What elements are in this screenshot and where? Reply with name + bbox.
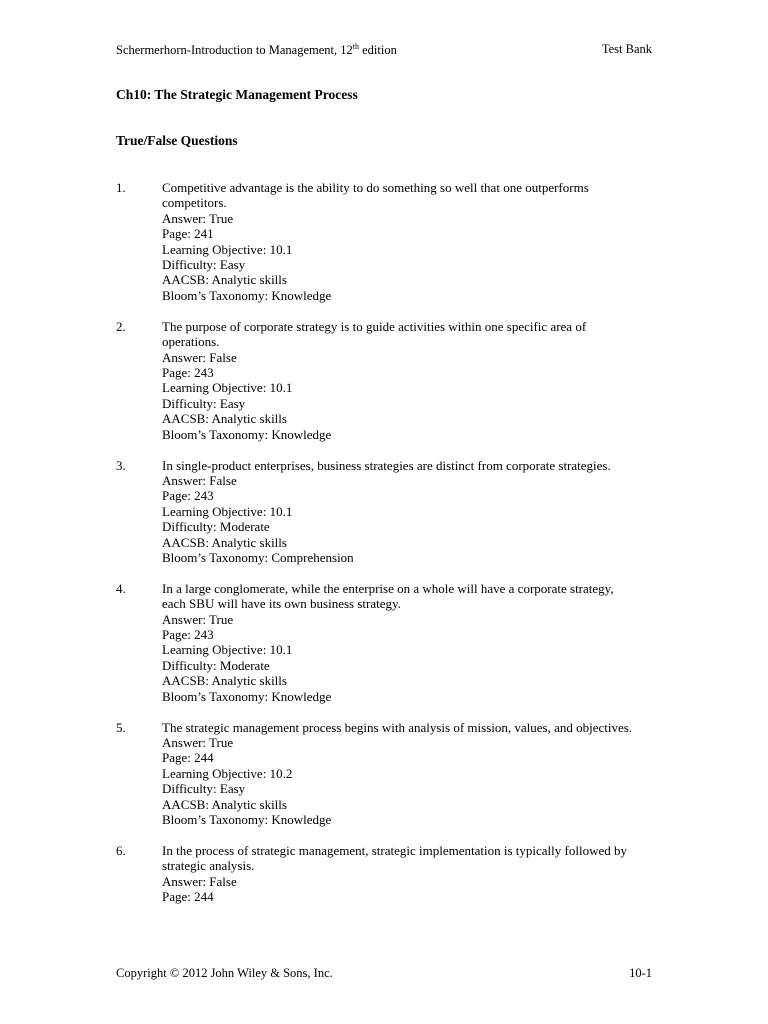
question-text: Competitive advantage is the ability to do something so well that one outperforms competitors. xyxy=(162,180,589,211)
question-text: In single-product enterprises, business strategies are distinct from corporate strategies. xyxy=(162,457,611,473)
footer-page-number: 10-1 xyxy=(629,966,652,980)
header-title-text: Schermerhorn-Introduction to Management, 12 xyxy=(116,43,353,58)
blooms-taxonomy-line: Bloom’s Taxonomy: Knowledge xyxy=(162,812,332,828)
question-text: The purpose of corporate strategy is to guide activities within one specific area of operations. xyxy=(162,318,587,350)
chapter-title: Ch10: The Strategic Management Process xyxy=(116,87,358,102)
question-text: In the process of strategic management, strategic implementation is typically followed by strategic analysis. xyxy=(162,842,627,874)
footer-copyright: Copyright © 2012 John Wiley & Sons, Inc. xyxy=(116,966,333,980)
page-line: Page: 244 xyxy=(162,750,214,766)
question-list xyxy=(116,180,656,920)
question-item xyxy=(116,458,656,566)
answer-line: Answer: True xyxy=(162,210,234,226)
aacsb-line: AACSB: Analytic skills xyxy=(162,272,287,288)
learning-objective-line: Learning Objective: 10.1 xyxy=(162,642,293,658)
answer-line: Answer: False xyxy=(162,873,237,889)
question-body xyxy=(162,843,656,905)
blooms-taxonomy-line: Bloom’s Taxonomy: Knowledge xyxy=(162,688,332,704)
question-body xyxy=(162,180,656,303)
header-book-title xyxy=(116,42,397,58)
question-item xyxy=(116,843,656,905)
aacsb-line: AACSB: Analytic skills xyxy=(162,796,287,812)
difficulty-line: Difficulty: Easy xyxy=(162,395,246,411)
aacsb-line: AACSB: Analytic skills xyxy=(162,673,287,689)
question-item xyxy=(116,180,656,303)
question-body xyxy=(162,458,656,566)
question-body xyxy=(162,319,656,442)
aacsb-line: AACSB: Analytic skills xyxy=(162,534,287,550)
question-item xyxy=(116,581,656,704)
header-title-edition: edition xyxy=(358,43,397,58)
page-footer xyxy=(116,966,652,981)
blooms-taxonomy-line: Bloom’s Taxonomy: Comprehension xyxy=(162,549,354,565)
difficulty-line: Difficulty: Moderate xyxy=(162,519,270,535)
question-body xyxy=(162,720,656,828)
answer-line: Answer: True xyxy=(162,611,234,627)
question-body xyxy=(162,581,656,704)
difficulty-line: Difficulty: Moderate xyxy=(162,657,270,673)
question-number: 5. xyxy=(116,719,126,735)
page-line: Page: 243 xyxy=(162,488,214,504)
header-test-bank: Test Bank xyxy=(601,42,652,56)
question-item xyxy=(116,319,656,442)
question-item xyxy=(116,720,656,828)
aacsb-line: AACSB: Analytic skills xyxy=(162,411,287,427)
question-number: 2. xyxy=(116,318,126,334)
question-text: In a large conglomerate, while the enterprise on a whole will have a corporate strategy, each SBU will have its own business strategy. xyxy=(162,580,614,612)
page-line: Page: 244 xyxy=(162,889,214,905)
difficulty-line: Difficulty: Easy xyxy=(162,257,246,273)
answer-line: Answer: False xyxy=(162,472,237,488)
blooms-taxonomy-line: Bloom’s Taxonomy: Knowledge xyxy=(162,287,332,303)
page-line: Page: 243 xyxy=(162,627,214,643)
page-header xyxy=(116,42,652,58)
question-number: 4. xyxy=(116,580,126,596)
question-number: 3. xyxy=(116,457,126,473)
learning-objective-line: Learning Objective: 10.1 xyxy=(162,241,293,257)
page-line: Page: 241 xyxy=(162,226,214,242)
page-line: Page: 243 xyxy=(162,364,214,380)
answer-line: Answer: True xyxy=(162,735,234,750)
learning-objective-line: Learning Objective: 10.1 xyxy=(162,503,293,519)
question-text: The strategic management process begins with analysis of mission, values, and objectives. xyxy=(162,719,633,735)
answer-line: Answer: False xyxy=(162,349,237,365)
question-number: 1. xyxy=(116,180,126,195)
learning-objective-line: Learning Objective: 10.1 xyxy=(162,380,293,396)
learning-objective-line: Learning Objective: 10.2 xyxy=(162,765,293,781)
difficulty-line: Difficulty: Easy xyxy=(162,781,246,797)
blooms-taxonomy-line: Bloom’s Taxonomy: Knowledge xyxy=(162,426,332,442)
header-title-superscript: th xyxy=(352,42,359,51)
question-number: 6. xyxy=(116,842,126,858)
section-title: True/False Questions xyxy=(116,133,238,148)
